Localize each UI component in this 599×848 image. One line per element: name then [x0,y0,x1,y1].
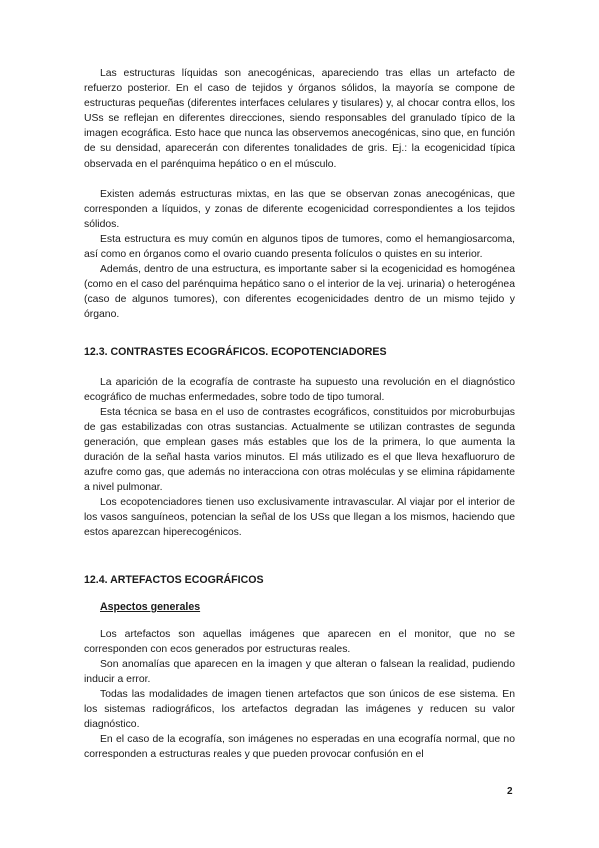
paragraph: La aparición de la ecografía de contraste ha supuesto una revolución en el diagnóstico ecográfico de muchas enfermedades, sobre todo de tipo tumoral. [84,376,515,403]
paragraph: Esta estructura es muy común en algunos tipos de tumores, como el hemangiosarcoma, así como en órganos como el ovario cuando presenta folículos o quistes en su interior. [84,233,515,261]
paragraph: Los ecopotenciadores tienen uso exclusivamente intravascular. Al viajar por el interior de los vasos sanguíneos, potencian la señal de los USs que llegan a los mismos, haciendo que estos aparezcan hiperecogénicos. [84,497,515,539]
page-number: 2 [507,786,513,797]
section-heading-contrast: 12.3. CONTRASTES ECOGRÁFICOS. ECOPOTENCIADORES [84,345,387,358]
paragraph: Además, dentro de una estructura, es importante saber si la ecogenicidad es homogénea (como en el caso del parénquima hepático sano o el interior de la vej. urinaria) o heterogénea (caso de algunos tumores), con diferentes ecogenicidades dentro de un mismo tejido y órgano. [84,264,515,321]
paragraph: Todas las modalidades de imagen tienen artefactos que son únicos de ese sistema. En los sistemas radiográficos, los artefactos degradan las imágenes y reducen su valor diagnóstico. [84,688,515,731]
paragraph: Las estructuras líquidas son anecogénicas, apareciendo tras ellas un artefacto de refuerzo posterior. En el caso de tejidos y órganos sólidos, la mayoría se compone de estructuras pequeñas (diferentes interfaces celulares y tisulares) y, al chocar contra ellos, los USs se reflejan en diferentes direcciones, siendo responsables del granulado típico de la imagen ecográfica. Esto hace que nunca las observemos anecogénicas, sino que, en función de su densidad, aparecerán con diferentes tonalidades de gris. Ej.: la ecogenicidad típica observada en el parénquima hepático o en el músculo. [84,68,515,170]
paragraph: Los artefactos son aquellas imágenes que aparecen en el monitor, que no se corresponden con ecos generados por estructuras reales. [84,628,515,655]
paragraph: Son anomalías que aparecen en la imagen y que alteran o falsean la realidad, pudiendo inducir a error. [84,658,515,685]
paragraph: Existen además estructuras mixtas, en las que se observan zonas anecogénicas, que corresponden a líquidos, y zonas de diferente ecogenicidad correspondientes a los tejidos sólidos. [84,188,515,230]
paragraph: Esta técnica se basa en el uso de contrastes ecográficos, constituidos por microburbujas de gas estabilizadas con otras sustancias. Actualmente se utilizan contrastes de segunda generación, que emplean gases más estables que los de la primera, lo que aumenta la duración de la señal hasta varios minutos. El más utilizado es el que lleva hexafluoruro de azufre como gas, que además no interacciona con otras moléculas y se elimina rápidamente a nivel pulmonar. [84,406,515,494]
page-content [84,66,515,762]
subsection-heading: Aspectos generales [100,600,201,613]
paragraph: En el caso de la ecografía, son imágenes no esperadas en una ecografía normal, que no corresponden a estructuras reales y que pueden provocar confusión en el [84,734,515,761]
section-heading-artifacts: 12.4. ARTEFACTOS ECOGRÁFICOS [84,573,264,586]
